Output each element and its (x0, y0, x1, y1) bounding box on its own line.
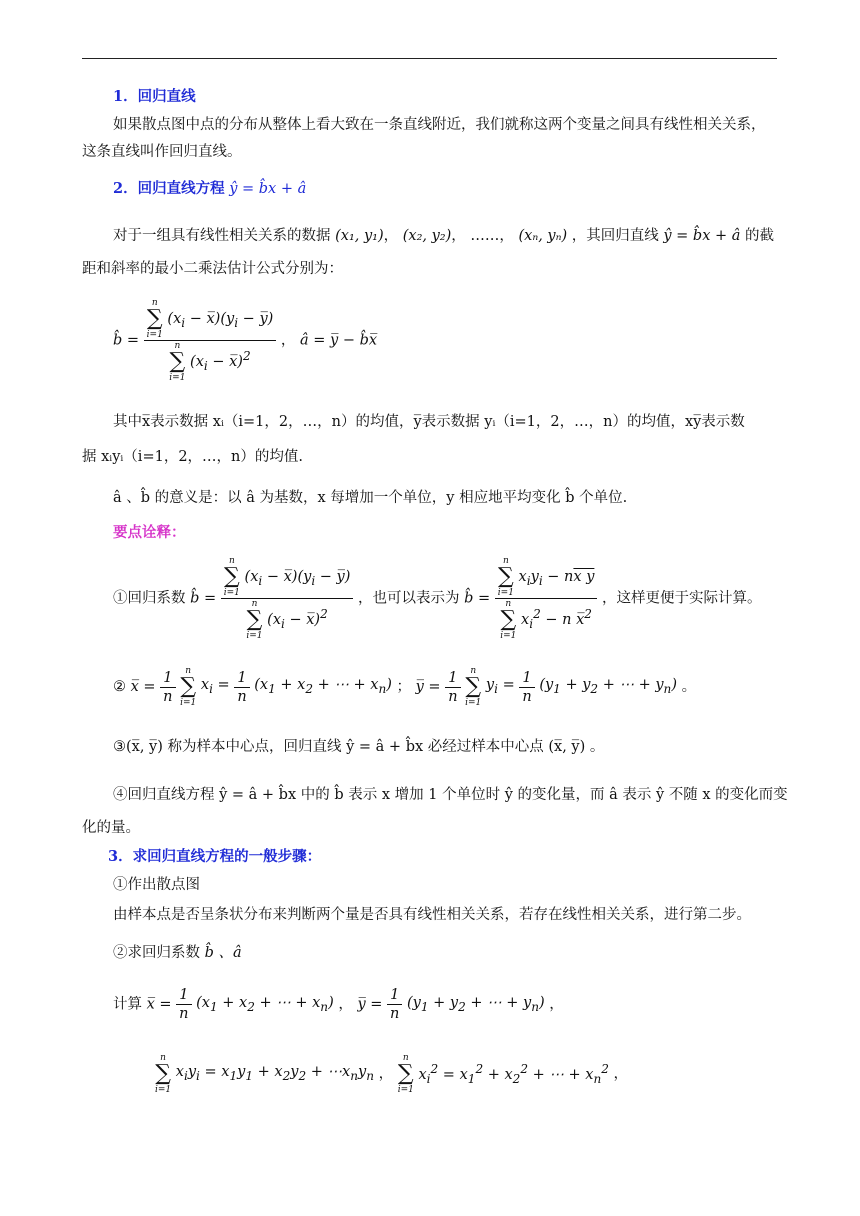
section-3-title: 3．求回归直线方程的一般步骤： (108, 848, 322, 865)
note-2-prefix: ② (113, 679, 126, 695)
note-1: ①回归系数 b̂ = n ∑ i=1 ($x_i$ − $x̅)(y_i$ − y̅) n ∑ i=1 ($x_i$ − x̅)$^2$ ，也可以表示为 b̂ = n ∑ i=1 $x_iy_i$ − nx y n ∑ i=1 $x_i^2 - n$ x̅$^2$ ，这样更便于实际计算。 (113, 556, 762, 641)
note-1-fraction-a: n ∑ i=1 ($x_i$ − $x̅)(y_i$ − y̅) n ∑ i=1 ($x_i$ − x̅)$^2$ (221, 556, 354, 641)
section-2-title-equation: ŷ = b̂x + â (229, 181, 307, 197)
means-line-2: 据 xᵢyᵢ（i=1，2，…，n）的均值. (82, 449, 303, 465)
top-rule (82, 58, 777, 59)
b-hat-fraction: n ∑ i=1 ($x_i$ − $x̅)(y_i$ − y̅) n ∑ i=1 ($x_i$ − x̅)$^2$ (144, 298, 277, 383)
intro-text-c: 的截 (745, 228, 775, 244)
section-2-intro-line-1: 对于一组具有线性相关关系的数据 (x₁, y₁)， (x₂, y₂)， ……， (xₙ, yₙ) ，其回归直线 ŷ = b̂x + â 的截 (113, 228, 775, 244)
a-hat-formula: â = y̅ − b̂x̅ (300, 332, 378, 349)
step-1-title: ①作出散点图 (113, 877, 200, 893)
note-3: ③(x̅, y̅) 称为样本中心点，回归直线 ŷ = â + b̂x 必经过样本中心点 (x̅, y̅) 。 (113, 739, 605, 755)
step-2-coefficients: b̂ 、â (204, 945, 242, 961)
notes-title: 要点诠释： (113, 524, 186, 541)
section-1-para-line-1: 如果散点图中点的分布从整体上看大致在一条直线附近，我们就称这两个变量之间具有线性相关关系， (113, 117, 766, 133)
section-2-title: 2．回归直线方程 (113, 180, 225, 197)
pair-1: (x₁, y₁) (335, 228, 384, 244)
calc-line-sums: n ∑ i=1 $x_iy_i = x_1y_1 + x_2y_2$ + $\cdots x_ny_n$ ， n ∑ i=1 $x_i^2 = x_1^2 + x_2^2$ + ⋯ + $x_n^2$ ， (155, 1053, 629, 1095)
pair-2: (x₂, y₂) (402, 228, 452, 244)
note-1-suffix: ，这样更便于实际计算。 (602, 590, 762, 607)
intro-text-a: 对于一组具有线性相关关系的数据 (113, 228, 331, 244)
calc-label: 计算 (113, 996, 142, 1013)
note-1-fraction-b: n ∑ i=1 $x_iy_i$ − nx y n ∑ i=1 $x_i^2 - n$ x̅$^2$ (495, 556, 598, 641)
meaning-line: â 、b̂ 的意义是：以 â 为基数，x 每增加一个单位，y 相应地平均变化 b̂ 个单位. (113, 490, 628, 506)
intro-equation: ŷ = b̂x + â (663, 228, 741, 244)
section-2-heading (113, 178, 306, 200)
note-1-prefix: ①回归系数 (113, 590, 186, 607)
section-2-intro-line-2: 距和斜率的最小二乘法估计公式分别为： (82, 261, 343, 277)
step-2-label: ②求回归系数 (113, 945, 200, 961)
intro-text-b: ，其回归直线 (571, 228, 659, 244)
step-1-description: 由样本点是否呈条状分布来判断两个量是否具有线性相关关系，若存在线性相关关系，进行第二步。 (113, 907, 751, 923)
calc-line-means: 计算 x̅ = $\frac{1}{n}$ ($x_1 + x_2$ + ⋯ + $x_n$) ， y̅ = $\frac{1}{n}$ ($y_1 + y_2$ + ⋯ + $y_n$) ， (113, 987, 564, 1022)
section-1-para-line-2: 这条直线叫作回归直线。 (82, 144, 242, 160)
note-1-middle: ，也可以表示为 (358, 590, 460, 607)
section-1-title: 1．回归直线 (113, 88, 196, 105)
b-hat-formula: b̂ = n ∑ i=1 ($x_i$ − $x̅)(y_i$ − y̅) n ∑ i=1 ($x_i$ − x̅)$^2$ ， â = y̅ − b̂x̅ (113, 298, 378, 383)
note-4-line-2: 化的量。 (82, 820, 140, 836)
pair-ellipsis: …… (470, 228, 500, 244)
step-2-title (113, 942, 242, 964)
note-4-line-1: ④回归直线方程 ŷ = â + b̂x 中的 b̂ 表示 x 增加 1 个单位时 ŷ 的变化量，而 â 表示 ŷ 不随 x 的变化而变 (113, 787, 788, 803)
pair-n: (xₙ, yₙ) (518, 228, 568, 244)
means-line-1: 其中x̅表示数据 xᵢ（i=1，2，…，n）的均值，y̅表示数据 yᵢ（i=1，2，…，n）的均值，xy̅表示数 (113, 414, 745, 430)
note-2: ② x̅ = $\frac{1}{n}$ n ∑ i=1 $x_i$ = $\frac{1}{n}$ ($x_1 + x_2$ + ⋯ + $x_n$) ； y̅ = $\frac{1}{n}$ n ∑ i=1 $y_i$ = $\frac{1}{n}$ ($y_1 + y_2$ + ⋯ + $y_n$) 。 (113, 666, 697, 708)
